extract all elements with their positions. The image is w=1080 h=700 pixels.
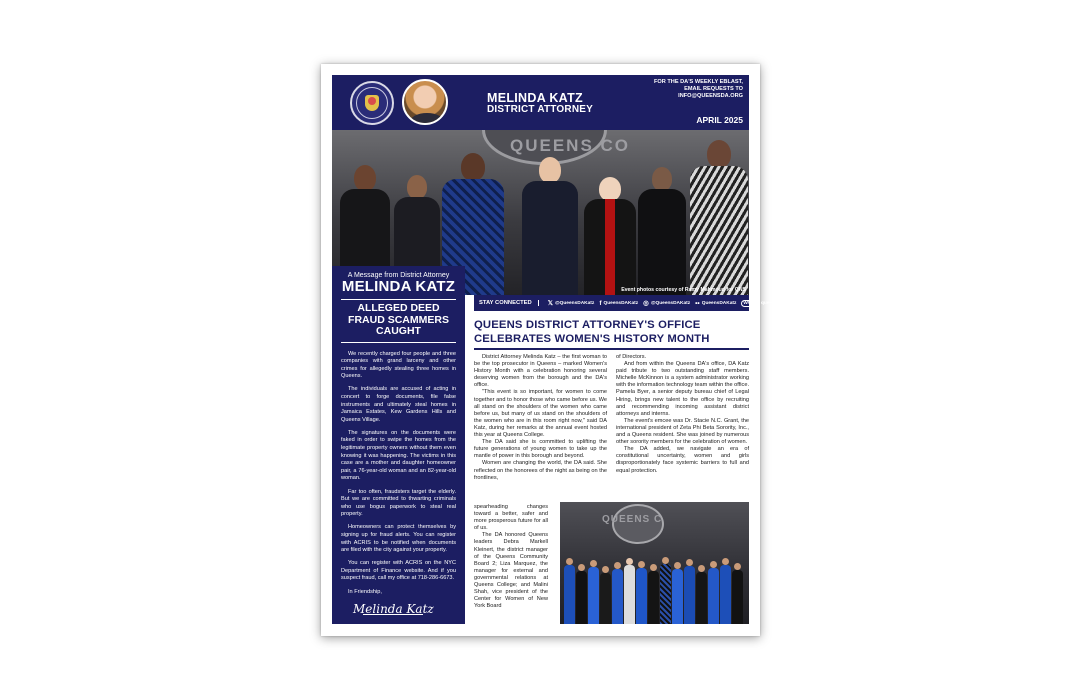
article-title: QUEENS DISTRICT ATTORNEY'S OFFICE CELEBRATES WOMEN'S HISTORY MONTH: [474, 319, 710, 345]
sidebar-paragraph: The individuals are accused of acting in concert to forge documents, file false instruments and ultimately steal homes in Jamaica Estates, Kew Gardens Hills and Queens Village.: [341, 386, 456, 423]
social-flickr[interactable]: •• QueensDAKatz: [695, 299, 737, 307]
article-column-2: [616, 354, 749, 475]
da-portrait: [402, 79, 448, 125]
social-bar: [474, 295, 793, 311]
article-paragraph: And from within the Queens DA's office, DA Katz paid tribute to two outstanding staff members. Michelle McKinnon is a system administrator working with the information technology team within the office. Pamela Byer, a senior deputy bureau chief of Legal Hiring, brings new talent to the office by recruiting and recommending incoming assistant district attorneys and interns.: [616, 361, 749, 417]
eblast-note: FOR THE DA'S WEEKLY EBLAST, EMAIL REQUESTS TO INFO@QUEENSDA.ORG: [633, 79, 743, 100]
article-paragraph: District Attorney Melinda Katz – the first woman to be the top prosecutor in Queens – marked Women's History Month with a celebration honoring several deserving women from the borough and the DA's office.: [474, 354, 607, 389]
social-instagram[interactable]: ◎ @QueensDAKatz: [643, 300, 691, 307]
sidebar-paragraph: Homeowners can protect themselves by signing up for fraud alerts. You can register with ACRIS to be notified when documents are filed with the city against your property.: [341, 524, 456, 554]
flickr-icon: ••: [695, 299, 700, 307]
issue-date: APRIL 2025: [696, 115, 743, 125]
article-paragraph: spearheading changes toward a better, safer and more prosperous future for all of us.: [474, 504, 548, 532]
article-column-1-narrow: [474, 504, 548, 610]
article-paragraph: "This event is so important, for women to come together and to honor those who came before us. We all stand on the shoulders of the women who came before us, but many of us stand on the shoulders of the women who are in this room right now," said DA Katz, during her remarks at the annual event hosted this year at Queens College.: [474, 389, 607, 439]
masthead-name: MELINDA KATZ: [487, 91, 583, 105]
photo-credit: Event photos courtesy of Ramy Mahmoud for QNS: [621, 287, 746, 293]
sidebar-paragraph: The signatures on the documents were faked in order to swipe the homes from the legitimate property owners without them even knowing it was happening. The victims in this case are a mother and daughter homeowner pair, a 76-year-old woman and an 82-year-old woman.: [341, 429, 456, 482]
article-paragraph: The DA added, we navigate an era of constitutional uncertainty, women and girls disproportionately face systemic barriers to full and equal protection.: [616, 446, 749, 474]
sidebar-name: MELINDA KATZ: [341, 278, 456, 295]
masthead: [332, 75, 749, 130]
sidebar-closing: In Friendship,: [348, 588, 382, 595]
x-icon: 𝕏: [547, 300, 553, 307]
article-paragraph: Women are changing the world, the DA said. She reflected on the honorees of the night as being on the frontlines,: [474, 460, 607, 481]
article-paragraph: of Directors.: [616, 354, 647, 360]
facebook-icon: f: [599, 299, 602, 307]
article-paragraph: The DA honored Queens leaders Debra Markell Kleinert, the district manager of the Queens Community Board 2; Liza Marquez, the manager for external and governmental relations at Queens College; and Malini Shah, vice president of the Center for Women of New York Board: [474, 532, 548, 610]
masthead-title: DISTRICT ATTORNEY: [487, 104, 593, 115]
hero-photo: QUEENS CO Event photos courtesy of Ramy Mahmoud for QNS: [332, 130, 749, 295]
article-column-1: [474, 354, 607, 482]
sidebar-kicker: A Message from District Attorney: [347, 272, 450, 279]
sidebar-headline: ALLEGED DEED FRAUD SCAMMERS CAUGHT: [348, 302, 449, 337]
newsletter-page: [321, 64, 793, 636]
sidebar-paragraph: Far too often, fraudsters target the elderly. But we are committed to thwarting criminals who use bogus paperwork to steal real property.: [341, 488, 456, 518]
social-x[interactable]: 𝕏 @QueensDAKatz: [547, 300, 595, 307]
da-message-sidebar: [332, 266, 465, 624]
signature: Melinda Katz: [353, 601, 434, 616]
web-icon: WWW: [743, 300, 757, 306]
article-paragraph: The event's emcee was Dr. Stacie N.C. Grant, the international president of Zeta Phi Beta Sorority, Inc., and a Queens resident. She was joined by numerous other sorority members for the celebration of women.: [616, 417, 749, 446]
queens-da-seal: [350, 81, 394, 125]
email-link[interactable]: INFO@QUEENSDA.ORG: [678, 93, 743, 99]
article-paragraph: The DA said she is committed to uplifting the future generations of young women to take up the mantle of power in this borough and beyond.: [474, 439, 607, 460]
group-photo: QUEENS C: [560, 502, 749, 624]
social-facebook[interactable]: f QueensDAKatz: [599, 299, 639, 307]
stay-connected-label: STAY CONNECTED: [479, 300, 539, 306]
sidebar-paragraph: We recently charged four people and three companies with grand larceny and other crimes for allegedly stealing three homes in Queens.: [341, 350, 456, 380]
sidebar-paragraph: You can register with ACRIS on the NYC Department of Finance website. And if you suspect fraud, call my office at 718-286-6673.: [341, 560, 456, 582]
social-web[interactable]: WWW queensda.org: [743, 300, 793, 306]
instagram-icon: ◎: [643, 300, 649, 307]
